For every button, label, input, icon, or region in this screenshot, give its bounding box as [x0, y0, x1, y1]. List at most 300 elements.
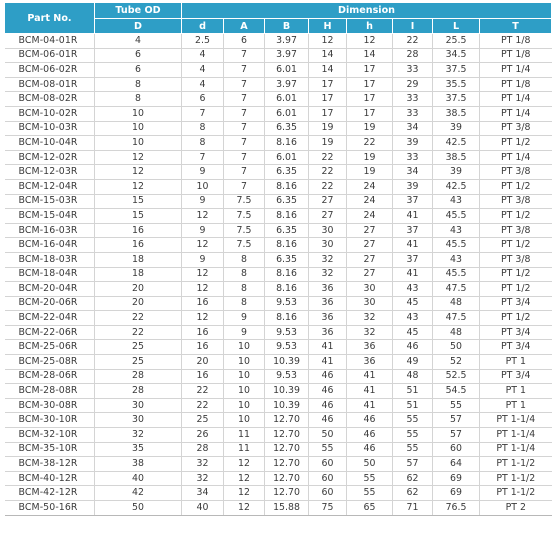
- i-cell: 49: [393, 355, 433, 370]
- a-cell: 7: [224, 136, 265, 151]
- part-no-cell: BCM-20-06R: [5, 296, 95, 311]
- table-row: [5, 413, 552, 428]
- table-row: [5, 311, 552, 326]
- part-no-cell: BCM-30-10R: [5, 413, 95, 428]
- part-no-cell: BCM-28-06R: [5, 369, 95, 384]
- i-cell: 28: [393, 48, 433, 63]
- part-no-cell: BCM-22-06R: [5, 325, 95, 340]
- a-cell: 7: [224, 121, 265, 136]
- h-upper-cell: 36: [309, 296, 347, 311]
- thread-cell: PT 1/2: [480, 311, 552, 326]
- l-cell: 39: [433, 121, 480, 136]
- tube-od-cell: 50: [95, 501, 182, 516]
- b-cell: 9.53: [265, 296, 309, 311]
- thread-cell: PT 2: [480, 501, 552, 516]
- table-row: [5, 355, 552, 370]
- a-cell: 7: [224, 92, 265, 107]
- h-upper-cell: 41: [309, 355, 347, 370]
- tube-od-cell: 30: [95, 413, 182, 428]
- i-cell: 37: [393, 252, 433, 267]
- tube-od-cell: 40: [95, 471, 182, 486]
- part-no-cell: BCM-12-02R: [5, 150, 95, 165]
- l-cell: 38.5: [433, 106, 480, 121]
- tube-od-cell: 22: [95, 311, 182, 326]
- tube-od-cell: 12: [95, 165, 182, 180]
- table-body: [5, 34, 552, 516]
- b-cell: 6.35: [265, 165, 309, 180]
- a-cell: 7.5: [224, 209, 265, 224]
- d-cell: 20: [182, 355, 224, 370]
- a-cell: 9: [224, 311, 265, 326]
- h-upper-cell: 32: [309, 252, 347, 267]
- header-col-l: L: [433, 19, 480, 34]
- h-lower-cell: 36: [347, 340, 393, 355]
- d-cell: 4: [182, 77, 224, 92]
- header-dimension: Dimension: [182, 3, 552, 19]
- i-cell: 22: [393, 34, 433, 49]
- part-no-cell: BCM-28-08R: [5, 384, 95, 399]
- tube-od-cell: 6: [95, 63, 182, 78]
- l-cell: 57: [433, 413, 480, 428]
- l-cell: 48: [433, 296, 480, 311]
- part-no-cell: BCM-04-01R: [5, 34, 95, 49]
- h-lower-cell: 32: [347, 311, 393, 326]
- d-cell: 4: [182, 48, 224, 63]
- tube-od-cell: 30: [95, 398, 182, 413]
- table-row: [5, 238, 552, 253]
- i-cell: 37: [393, 194, 433, 209]
- tube-od-cell: 6: [95, 48, 182, 63]
- h-lower-cell: 46: [347, 428, 393, 443]
- header-tube-od: Tube OD: [95, 3, 182, 19]
- h-lower-cell: 50: [347, 457, 393, 472]
- tube-od-cell: 22: [95, 325, 182, 340]
- h-upper-cell: 12: [309, 34, 347, 49]
- h-lower-cell: 19: [347, 165, 393, 180]
- table-row: [5, 457, 552, 472]
- tube-od-cell: 25: [95, 355, 182, 370]
- h-lower-cell: 17: [347, 106, 393, 121]
- tube-od-cell: 8: [95, 77, 182, 92]
- part-no-cell: BCM-32-10R: [5, 428, 95, 443]
- tube-od-cell: 10: [95, 106, 182, 121]
- d-cell: 9: [182, 223, 224, 238]
- d-cell: 16: [182, 369, 224, 384]
- part-no-cell: BCM-12-04R: [5, 179, 95, 194]
- h-upper-cell: 14: [309, 48, 347, 63]
- h-lower-cell: 17: [347, 92, 393, 107]
- h-lower-cell: 41: [347, 369, 393, 384]
- b-cell: 12.70: [265, 457, 309, 472]
- l-cell: 48: [433, 325, 480, 340]
- i-cell: 55: [393, 413, 433, 428]
- b-cell: 6.01: [265, 92, 309, 107]
- thread-cell: PT 1/2: [480, 282, 552, 297]
- h-upper-cell: 36: [309, 311, 347, 326]
- d-cell: 12: [182, 209, 224, 224]
- h-lower-cell: 65: [347, 501, 393, 516]
- tube-od-cell: 35: [95, 442, 182, 457]
- part-no-cell: BCM-35-10R: [5, 442, 95, 457]
- thread-cell: PT 3/4: [480, 369, 552, 384]
- part-no-cell: BCM-38-12R: [5, 457, 95, 472]
- l-cell: 43: [433, 252, 480, 267]
- table-row: [5, 165, 552, 180]
- l-cell: 57: [433, 428, 480, 443]
- table-row: [5, 428, 552, 443]
- b-cell: 9.53: [265, 340, 309, 355]
- d-cell: 32: [182, 471, 224, 486]
- i-cell: 55: [393, 442, 433, 457]
- header-col-i: I: [393, 19, 433, 34]
- i-cell: 71: [393, 501, 433, 516]
- h-lower-cell: 41: [347, 398, 393, 413]
- h-upper-cell: 17: [309, 77, 347, 92]
- tube-od-cell: 32: [95, 428, 182, 443]
- h-lower-cell: 46: [347, 413, 393, 428]
- thread-cell: PT 1/2: [480, 238, 552, 253]
- d-cell: 40: [182, 501, 224, 516]
- h-upper-cell: 46: [309, 369, 347, 384]
- a-cell: 10: [224, 369, 265, 384]
- i-cell: 46: [393, 340, 433, 355]
- thread-cell: PT 1-1/4: [480, 413, 552, 428]
- h-lower-cell: 32: [347, 325, 393, 340]
- a-cell: 7: [224, 77, 265, 92]
- l-cell: 42.5: [433, 136, 480, 151]
- l-cell: 69: [433, 486, 480, 501]
- thread-cell: PT 1/8: [480, 34, 552, 49]
- l-cell: 52.5: [433, 369, 480, 384]
- i-cell: 33: [393, 106, 433, 121]
- b-cell: 9.53: [265, 325, 309, 340]
- h-upper-cell: 75: [309, 501, 347, 516]
- part-no-cell: BCM-42-12R: [5, 486, 95, 501]
- b-cell: 12.70: [265, 413, 309, 428]
- d-cell: 26: [182, 428, 224, 443]
- l-cell: 54.5: [433, 384, 480, 399]
- b-cell: 10.39: [265, 398, 309, 413]
- d-cell: 2.5: [182, 34, 224, 49]
- h-lower-cell: 24: [347, 209, 393, 224]
- tube-od-cell: 25: [95, 340, 182, 355]
- l-cell: 45.5: [433, 209, 480, 224]
- l-cell: 38.5: [433, 150, 480, 165]
- b-cell: 6.35: [265, 194, 309, 209]
- h-upper-cell: 36: [309, 325, 347, 340]
- tube-od-cell: 8: [95, 92, 182, 107]
- thread-cell: PT 3/8: [480, 194, 552, 209]
- h-lower-cell: 55: [347, 486, 393, 501]
- b-cell: 3.97: [265, 34, 309, 49]
- a-cell: 10: [224, 413, 265, 428]
- header-col-a: A: [224, 19, 265, 34]
- thread-cell: PT 1: [480, 398, 552, 413]
- d-cell: 7: [182, 150, 224, 165]
- thread-cell: PT 1/2: [480, 209, 552, 224]
- thread-cell: PT 3/8: [480, 223, 552, 238]
- table-row: [5, 398, 552, 413]
- a-cell: 12: [224, 486, 265, 501]
- h-lower-cell: 24: [347, 194, 393, 209]
- part-no-cell: BCM-10-02R: [5, 106, 95, 121]
- b-cell: 12.70: [265, 471, 309, 486]
- b-cell: 9.53: [265, 369, 309, 384]
- b-cell: 8.16: [265, 267, 309, 282]
- part-no-cell: BCM-25-08R: [5, 355, 95, 370]
- i-cell: 34: [393, 121, 433, 136]
- thread-cell: PT 1/2: [480, 267, 552, 282]
- part-no-cell: BCM-10-04R: [5, 136, 95, 151]
- l-cell: 60: [433, 442, 480, 457]
- l-cell: 37.5: [433, 63, 480, 78]
- thread-cell: PT 3/8: [480, 165, 552, 180]
- part-no-cell: BCM-06-02R: [5, 63, 95, 78]
- thread-cell: PT 1/2: [480, 179, 552, 194]
- b-cell: 8.16: [265, 238, 309, 253]
- a-cell: 7: [224, 179, 265, 194]
- h-upper-cell: 60: [309, 471, 347, 486]
- b-cell: 6.01: [265, 63, 309, 78]
- h-upper-cell: 41: [309, 340, 347, 355]
- part-no-cell: BCM-10-03R: [5, 121, 95, 136]
- b-cell: 8.16: [265, 179, 309, 194]
- table-row: [5, 48, 552, 63]
- h-upper-cell: 60: [309, 457, 347, 472]
- i-cell: 51: [393, 398, 433, 413]
- d-cell: 7: [182, 106, 224, 121]
- table-row: [5, 209, 552, 224]
- i-cell: 33: [393, 150, 433, 165]
- b-cell: 12.70: [265, 428, 309, 443]
- i-cell: 33: [393, 63, 433, 78]
- h-lower-cell: 41: [347, 384, 393, 399]
- d-cell: 9: [182, 165, 224, 180]
- tube-od-cell: 16: [95, 238, 182, 253]
- a-cell: 7: [224, 106, 265, 121]
- h-upper-cell: 36: [309, 282, 347, 297]
- h-lower-cell: 17: [347, 63, 393, 78]
- table-row: [5, 325, 552, 340]
- thread-cell: PT 1: [480, 355, 552, 370]
- l-cell: 25.5: [433, 34, 480, 49]
- a-cell: 11: [224, 442, 265, 457]
- thread-cell: PT 3/4: [480, 325, 552, 340]
- h-upper-cell: 14: [309, 63, 347, 78]
- header-part-no: Part No.: [5, 3, 95, 34]
- part-no-cell: BCM-18-04R: [5, 267, 95, 282]
- l-cell: 34.5: [433, 48, 480, 63]
- h-upper-cell: 55: [309, 442, 347, 457]
- table-row: [5, 296, 552, 311]
- i-cell: 55: [393, 428, 433, 443]
- table-row: [5, 92, 552, 107]
- table-row: [5, 223, 552, 238]
- i-cell: 41: [393, 238, 433, 253]
- part-no-cell: BCM-30-08R: [5, 398, 95, 413]
- a-cell: 10: [224, 384, 265, 399]
- i-cell: 39: [393, 179, 433, 194]
- thread-cell: PT 1/8: [480, 48, 552, 63]
- l-cell: 47.5: [433, 311, 480, 326]
- tube-od-cell: 12: [95, 179, 182, 194]
- h-upper-cell: 30: [309, 223, 347, 238]
- h-lower-cell: 36: [347, 355, 393, 370]
- header-col-t: T: [480, 19, 552, 34]
- header-col-d: d: [182, 19, 224, 34]
- table-row: [5, 77, 552, 92]
- d-cell: 12: [182, 311, 224, 326]
- h-upper-cell: 19: [309, 121, 347, 136]
- tube-od-cell: 42: [95, 486, 182, 501]
- a-cell: 7.5: [224, 194, 265, 209]
- d-cell: 8: [182, 136, 224, 151]
- part-no-cell: BCM-15-04R: [5, 209, 95, 224]
- b-cell: 6.01: [265, 106, 309, 121]
- i-cell: 37: [393, 223, 433, 238]
- d-cell: 9: [182, 252, 224, 267]
- a-cell: 10: [224, 398, 265, 413]
- thread-cell: PT 1/4: [480, 106, 552, 121]
- tube-od-cell: 20: [95, 282, 182, 297]
- b-cell: 12.70: [265, 486, 309, 501]
- b-cell: 3.97: [265, 77, 309, 92]
- h-lower-cell: 55: [347, 471, 393, 486]
- b-cell: 8.16: [265, 282, 309, 297]
- b-cell: 10.39: [265, 355, 309, 370]
- h-lower-cell: 12: [347, 34, 393, 49]
- tube-od-cell: 10: [95, 136, 182, 151]
- thread-cell: PT 1: [480, 384, 552, 399]
- part-no-cell: BCM-25-06R: [5, 340, 95, 355]
- part-no-cell: BCM-16-03R: [5, 223, 95, 238]
- header-col-h-upper: H: [309, 19, 347, 34]
- thread-cell: PT 1/8: [480, 77, 552, 92]
- part-no-cell: BCM-08-01R: [5, 77, 95, 92]
- l-cell: 35.5: [433, 77, 480, 92]
- l-cell: 50: [433, 340, 480, 355]
- table-row: [5, 252, 552, 267]
- table-row: [5, 179, 552, 194]
- b-cell: 12.70: [265, 442, 309, 457]
- tube-od-cell: 10: [95, 121, 182, 136]
- thread-cell: PT 1/4: [480, 92, 552, 107]
- h-lower-cell: 27: [347, 252, 393, 267]
- i-cell: 33: [393, 92, 433, 107]
- d-cell: 34: [182, 486, 224, 501]
- i-cell: 39: [393, 136, 433, 151]
- table-row: [5, 471, 552, 486]
- b-cell: 6.35: [265, 121, 309, 136]
- b-cell: 8.16: [265, 136, 309, 151]
- d-cell: 16: [182, 325, 224, 340]
- a-cell: 8: [224, 296, 265, 311]
- table-row: [5, 442, 552, 457]
- table-row: [5, 340, 552, 355]
- a-cell: 10: [224, 340, 265, 355]
- l-cell: 55: [433, 398, 480, 413]
- d-cell: 12: [182, 282, 224, 297]
- i-cell: 41: [393, 267, 433, 282]
- b-cell: 10.39: [265, 384, 309, 399]
- a-cell: 12: [224, 471, 265, 486]
- header-tube-od-symbol: D: [95, 19, 182, 34]
- part-no-cell: BCM-22-04R: [5, 311, 95, 326]
- d-cell: 32: [182, 457, 224, 472]
- h-lower-cell: 27: [347, 223, 393, 238]
- h-lower-cell: 24: [347, 179, 393, 194]
- h-upper-cell: 17: [309, 106, 347, 121]
- h-lower-cell: 19: [347, 121, 393, 136]
- a-cell: 12: [224, 501, 265, 516]
- i-cell: 34: [393, 165, 433, 180]
- part-no-cell: BCM-20-04R: [5, 282, 95, 297]
- table-row: [5, 282, 552, 297]
- d-cell: 4: [182, 63, 224, 78]
- i-cell: 57: [393, 457, 433, 472]
- d-cell: 12: [182, 238, 224, 253]
- a-cell: 8: [224, 282, 265, 297]
- header-col-b: B: [265, 19, 309, 34]
- h-upper-cell: 32: [309, 267, 347, 282]
- d-cell: 28: [182, 442, 224, 457]
- d-cell: 25: [182, 413, 224, 428]
- l-cell: 45.5: [433, 267, 480, 282]
- l-cell: 45.5: [433, 238, 480, 253]
- a-cell: 11: [224, 428, 265, 443]
- l-cell: 76.5: [433, 501, 480, 516]
- thread-cell: PT 1-1/4: [480, 428, 552, 443]
- part-no-cell: BCM-16-04R: [5, 238, 95, 253]
- a-cell: 8: [224, 267, 265, 282]
- table-row: [5, 384, 552, 399]
- a-cell: 7: [224, 150, 265, 165]
- part-no-cell: BCM-40-12R: [5, 471, 95, 486]
- i-cell: 43: [393, 311, 433, 326]
- table-row: [5, 63, 552, 78]
- thread-cell: PT 1/4: [480, 63, 552, 78]
- tube-od-cell: 15: [95, 194, 182, 209]
- table-row: [5, 267, 552, 282]
- d-cell: 6: [182, 92, 224, 107]
- a-cell: 7: [224, 165, 265, 180]
- thread-cell: PT 1-1/2: [480, 457, 552, 472]
- tube-od-cell: 4: [95, 34, 182, 49]
- d-cell: 10: [182, 179, 224, 194]
- h-upper-cell: 46: [309, 413, 347, 428]
- table-row: [5, 121, 552, 136]
- a-cell: 6: [224, 34, 265, 49]
- h-upper-cell: 22: [309, 150, 347, 165]
- table-row: [5, 150, 552, 165]
- thread-cell: PT 3/4: [480, 340, 552, 355]
- i-cell: 48: [393, 369, 433, 384]
- tube-od-cell: 28: [95, 384, 182, 399]
- a-cell: 7: [224, 63, 265, 78]
- b-cell: 6.35: [265, 223, 309, 238]
- l-cell: 69: [433, 471, 480, 486]
- thread-cell: PT 1/2: [480, 136, 552, 151]
- a-cell: 7.5: [224, 238, 265, 253]
- b-cell: 8.16: [265, 209, 309, 224]
- h-upper-cell: 22: [309, 165, 347, 180]
- part-no-cell: BCM-50-16R: [5, 501, 95, 516]
- header-col-h-lower: h: [347, 19, 393, 34]
- h-lower-cell: 22: [347, 136, 393, 151]
- table-row: [5, 486, 552, 501]
- d-cell: 16: [182, 296, 224, 311]
- tube-od-cell: 20: [95, 296, 182, 311]
